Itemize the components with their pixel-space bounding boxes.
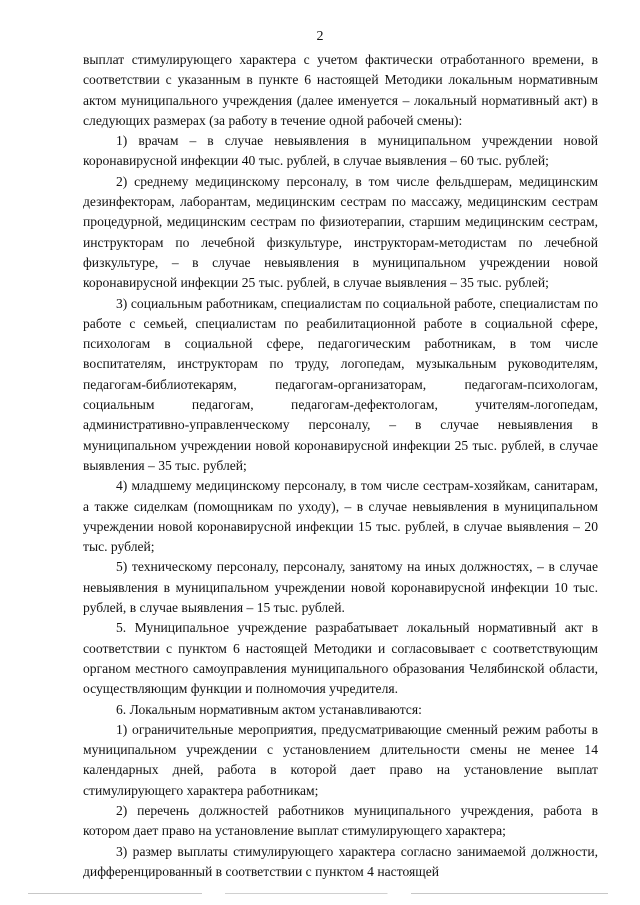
- paragraph: 5. Муниципальное учреждение разрабатывает локальный нормативный акт в соответствии с пунктом 6 настоящей Методики и согласовывает с соответствующим органом местного самоуправления муниципального образования Челябинской области, осуществляющим функции и полномочия учредителя.: [83, 620, 598, 697]
- paragraph: 1) ограничительные мероприятия, предусматривающие сменный режим работы в муниципальном учреждении с установлением длительности смены не менее 14 календарных дней, работа в которой дает право на установление выплат стимулирующего характера работникам;: [83, 721, 598, 798]
- document-body: [83, 50, 598, 882]
- paragraph: 3) размер выплаты стимулирующего характера согласно занимаемой должности, дифференцированный в соответствии с пунктом 4 настоящей: [83, 843, 598, 879]
- paragraph: выплат стимулирующего характера с учетом фактически отработанного времени, в соответствии с указанным в пункте 6 настоящей Методики локальным нормативным актом муниципального учреждения (далее именуется – локальный нормативный акт) в следующих размерах (за работу в течение одной рабочей смены):: [83, 52, 598, 128]
- paragraph: 6. Локальным нормативным актом устанавливаются:: [116, 701, 422, 717]
- paragraph: 3) социальным работникам, специалистам по социальной работе, специалистам по работе с семьей, специалистам по реабилитационной работе в социальной сфере, психологам в социальной сфере, педагогическим работникам, в том числе воспитателям, инструкторам по труду, логопедам, музыкальным руководителям, педагогам-библиотекарям, педагогам-организаторам, педагогам-психологам, социальным педагогам, педагогам-дефектологам, учителям-логопедам, административно-управленческому персоналу, – в случае невыявления в муниципальном учреждении новой коронавирусной инфекции 25 тыс. рублей, в случае выявления – 35 тыс. рублей;: [83, 295, 598, 473]
- paragraph: 5) техническому персоналу, персоналу, занятому на иных должностях, – в случае невыявления в муниципальном учреждении новой коронавирусной инфекции 10 тыс. рублей, в случае выявления – 15 тыс. рублей.: [83, 559, 598, 616]
- scan-artifact-line: [28, 893, 608, 894]
- paragraph: 4) младшему медицинскому персоналу, в том числе сестрам-хозяйкам, санитарам, а также сиделкам (помощникам по уходу), – в случае невыявления в муниципальном учреждении новой коронавирусной инфекции 15 тыс. рублей, в случае выявления – 20 тыс. рублей;: [83, 478, 598, 555]
- paragraph: 2) перечень должностей работников муниципального учреждения, работа в котором дает право на установление выплат стимулирующего характера;: [83, 802, 598, 839]
- paragraph: 2) среднему медицинскому персоналу, в том числе фельдшерам, медицинским дезинфекторам, лаборантам, медицинским сестрам по массажу, медицинским сестрам процедурной, медицинским сестрам по физиотерапии, старшим медицинским сестрам, инструкторам по лечебной физкультуре, инструкторам-методистам по лечебной физкультуре, – в случае невыявления в муниципальном учреждении новой коронавирусной инфекции 25 тыс. рублей, в случае выявления – 35 тыс. рублей;: [83, 173, 598, 291]
- page-number: 2: [316, 29, 324, 44]
- paragraph: 1) врачам – в случае невыявления в муниципальном учреждении новой коронавирусной инфекции 40 тыс. рублей, в случае выявления – 60 тыс. рублей;: [83, 133, 598, 169]
